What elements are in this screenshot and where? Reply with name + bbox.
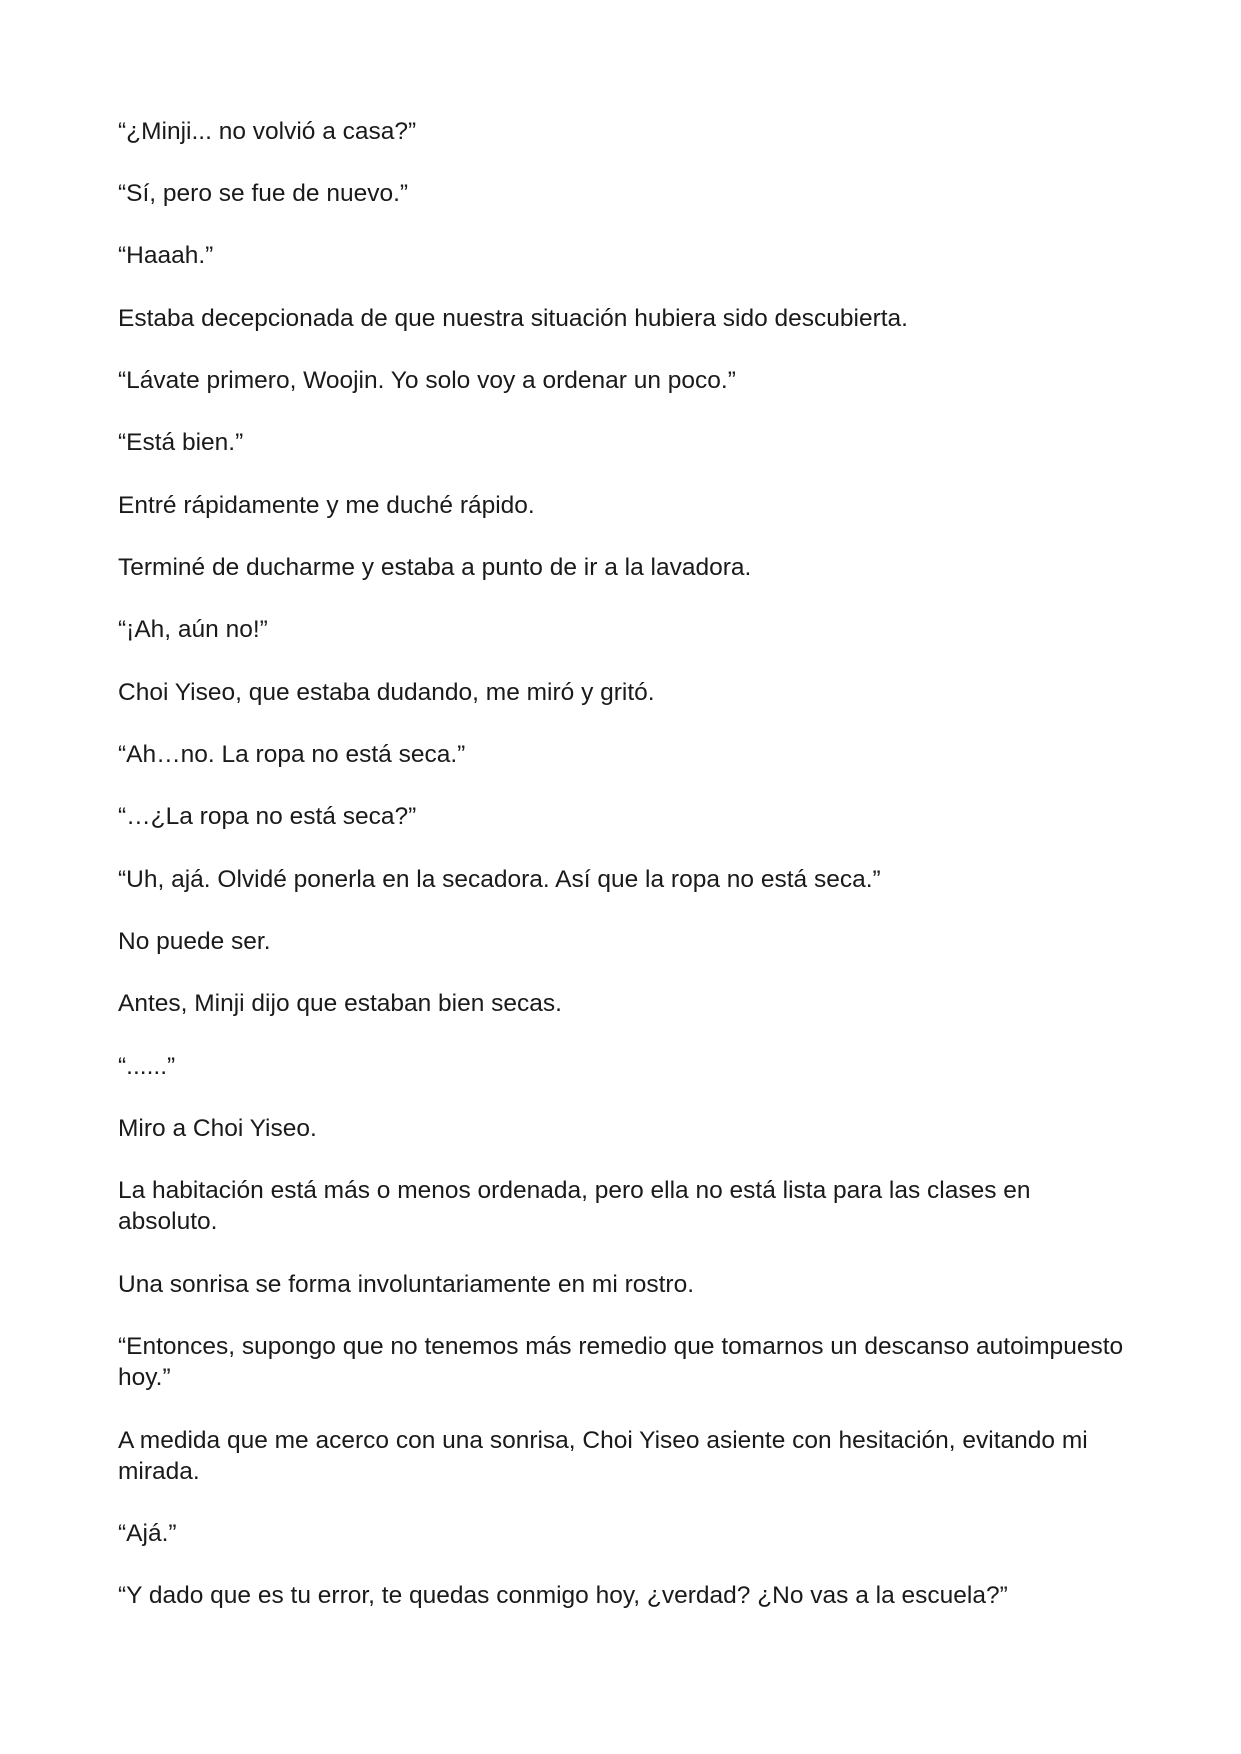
paragraph-22: “Ajá.” <box>118 1520 177 1547</box>
paragraph-2: “Sí, pero se fue de nuevo.” <box>118 180 409 207</box>
paragraph-11: “Ah…no. La ropa no está seca.” <box>118 741 466 768</box>
paragraph-1: “¿Minji... no volvió a casa?” <box>118 118 417 145</box>
paragraph-3: “Haaah.” <box>118 242 214 269</box>
paragraph-19: Una sonrisa se forma involuntariamente en mi rostro. <box>118 1271 695 1298</box>
paragraph-7: Entré rápidamente y me duché rápido. <box>118 492 535 519</box>
paragraph-6: “Está bien.” <box>118 429 244 456</box>
paragraph-15: Antes, Minji dijo que estaban bien secas. <box>118 990 562 1017</box>
paragraph-23: “Y dado que es tu error, te quedas conmigo hoy, ¿verdad? ¿No vas a la escuela?” <box>118 1582 1008 1609</box>
paragraph-8: Terminé de ducharme y estaba a punto de ir a la lavadora. <box>118 554 752 581</box>
paragraph-18: La habitación está más o menos ordenada, pero ella no está lista para las clases en absoluto. <box>118 1177 1031 1235</box>
paragraph-9: “¡Ah, aún no!” <box>118 616 268 643</box>
paragraph-10: Choi Yiseo, que estaba dudando, me miró y gritó. <box>118 679 655 706</box>
paragraph-5: “Lávate primero, Woojin. Yo solo voy a ordenar un poco.” <box>118 367 736 394</box>
paragraph-4: Estaba decepcionada de que nuestra situación hubiera sido descubierta. <box>118 305 908 332</box>
paragraph-16: “......” <box>118 1053 176 1080</box>
paragraph-17: Miro a Choi Yiseo. <box>118 1115 317 1142</box>
paragraph-20: “Entonces, supongo que no tenemos más remedio que tomarnos un descanso autoimpuesto hoy.” <box>118 1333 1124 1391</box>
paragraph-12: “…¿La ropa no está seca?” <box>118 803 417 830</box>
paragraph-14: No puede ser. <box>118 928 271 955</box>
paragraph-21: A medida que me acerco con una sonrisa, Choi Yiseo asiente con hesitación, evitando mi mirada. <box>118 1427 1088 1485</box>
paragraph-13: “Uh, ajá. Olvidé ponerla en la secadora. Así que la ropa no está seca.” <box>118 866 881 893</box>
